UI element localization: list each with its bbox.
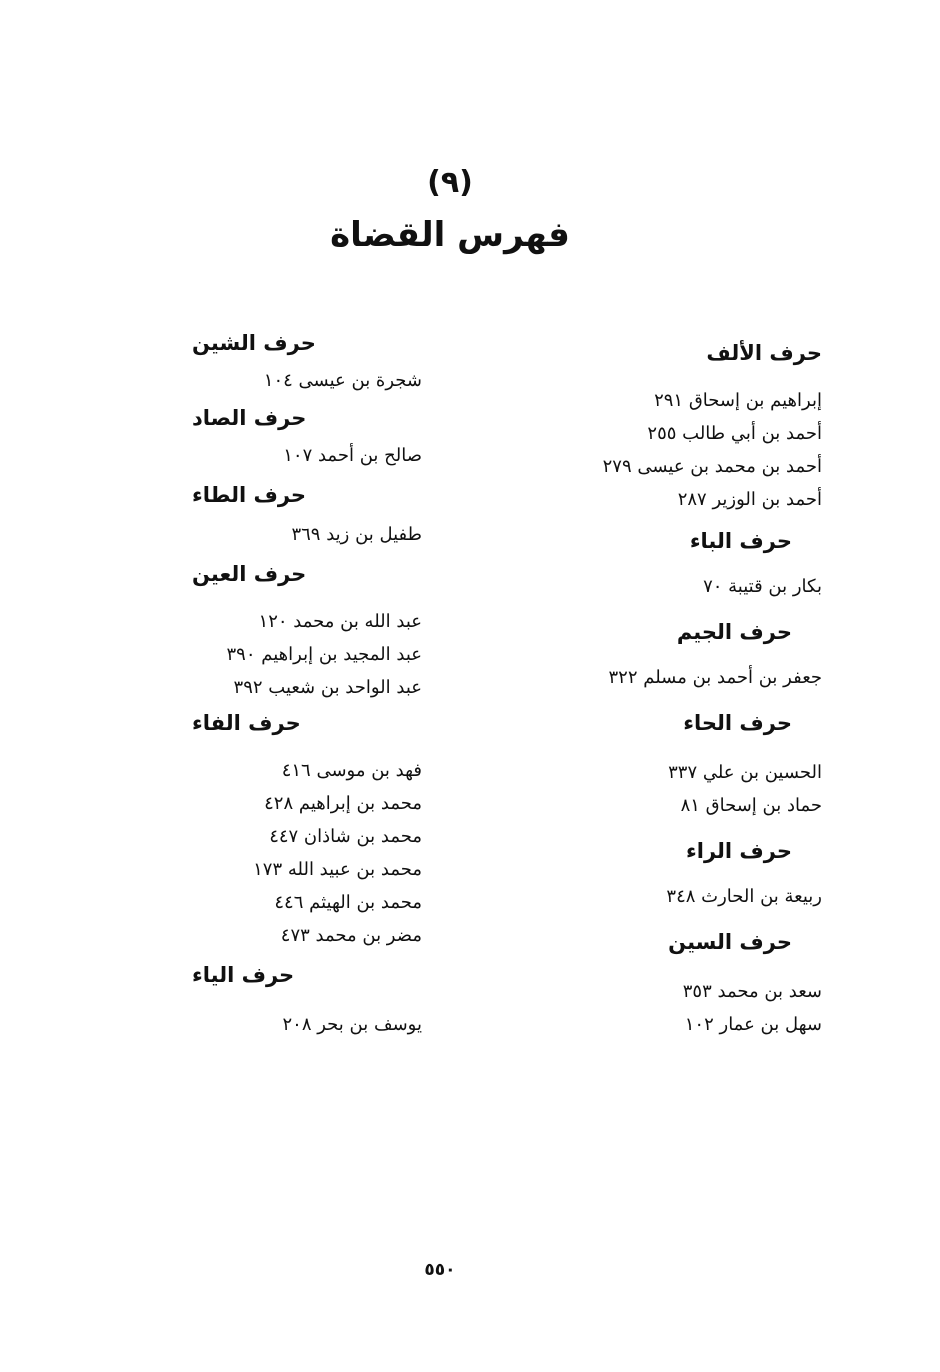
group-heading: حرف السين [668,930,792,954]
group-heading: حرف الجيم [676,620,792,644]
page-title: فهرس القضاة [330,215,570,255]
list-item: الحسين بن علي ٣٣٧ [668,762,822,783]
index-column-left [170,328,422,1041]
entry-list [560,756,822,822]
letter-group-ta [170,480,422,551]
list-item: أحمد بن أبي طالب ٢٥٥ [647,423,822,444]
list-item: حماد بن إسحاق ٨١ [680,795,822,816]
letter-group-sin [560,927,822,1041]
letter-group-sad [170,403,422,472]
group-heading: حرف الطاء [192,483,307,507]
group-heading: حرف الحاء [683,711,792,735]
list-item: عبد الواحد بن شعيب ٣٩٢ [233,677,422,698]
list-item: أحمد بن الوزير ٢٨٧ [677,489,822,510]
list-item: إبراهيم بن إسحاق ٢٩١ [654,390,822,411]
group-heading: حرف العين [192,562,307,586]
entry-list [560,570,822,603]
list-item: سعد بن محمد ٣٥٣ [682,981,822,1002]
group-heading: حرف الراء [686,839,792,863]
letter-group-ain [170,559,422,704]
list-item: جعفر بن أحمد بن مسلم ٣٢٢ [608,667,822,688]
letter-group-shin [170,328,422,397]
entry-list [170,754,422,952]
group-heading: حرف الباء [689,529,792,553]
letter-group-alif [560,338,822,516]
letter-group-jim [560,617,822,694]
entry-list [560,880,822,913]
letter-group-fa [170,708,422,952]
letter-group-ra [560,836,822,913]
list-item: يوسف بن بحر ٢٠٨ [282,1014,422,1035]
list-item: طفيل بن زيد ٣٦٩ [291,524,422,545]
list-item: محمد بن الهيثم ٤٤٦ [274,892,422,913]
group-heading: حرف الياء [192,963,295,987]
entry-list [170,1008,422,1041]
section-number: (٩) [427,165,473,200]
entry-list [560,661,822,694]
entry-list [560,384,822,516]
list-item: عبد الله بن محمد ١٢٠ [258,611,422,632]
list-item: عبد المجيد بن إبراهيم ٣٩٠ [226,644,422,665]
page-number: ٥٥٠ [424,1260,456,1280]
list-item: سهل بن عمار ١٠٢ [684,1014,822,1035]
list-item: محمد بن عبيد الله ١٧٣ [253,859,422,880]
entry-list [170,364,422,397]
letter-group-ba [560,526,822,603]
entry-list [170,605,422,704]
list-item: محمد بن شاذان ٤٤٧ [269,826,422,847]
entry-list [170,518,422,551]
group-heading: حرف الفاء [192,711,301,735]
letter-group-ha [560,708,822,822]
list-item: صالح بن أحمد ١٠٧ [283,445,422,466]
list-item: مضر بن محمد ٤٧٣ [280,925,422,946]
entry-list [560,975,822,1041]
entry-list [170,439,422,472]
list-item: فهد بن موسى ٤١٦ [281,760,422,781]
group-heading: حرف الشين [192,331,316,355]
list-item: أحمد بن محمد بن عيسى ٢٧٩ [602,456,822,477]
group-heading: حرف الألف [706,341,822,365]
list-item: بكار بن قتيبة ٧٠ [703,576,822,597]
list-item: محمد بن إبراهيم ٤٢٨ [264,793,422,814]
group-heading: حرف الصاد [192,406,307,430]
list-item: شجرة بن عيسى ١٠٤ [263,370,422,391]
letter-group-ya [170,960,422,1041]
index-column-right [560,338,822,1041]
list-item: ربيعة بن الحارث ٣٤٨ [666,886,822,907]
